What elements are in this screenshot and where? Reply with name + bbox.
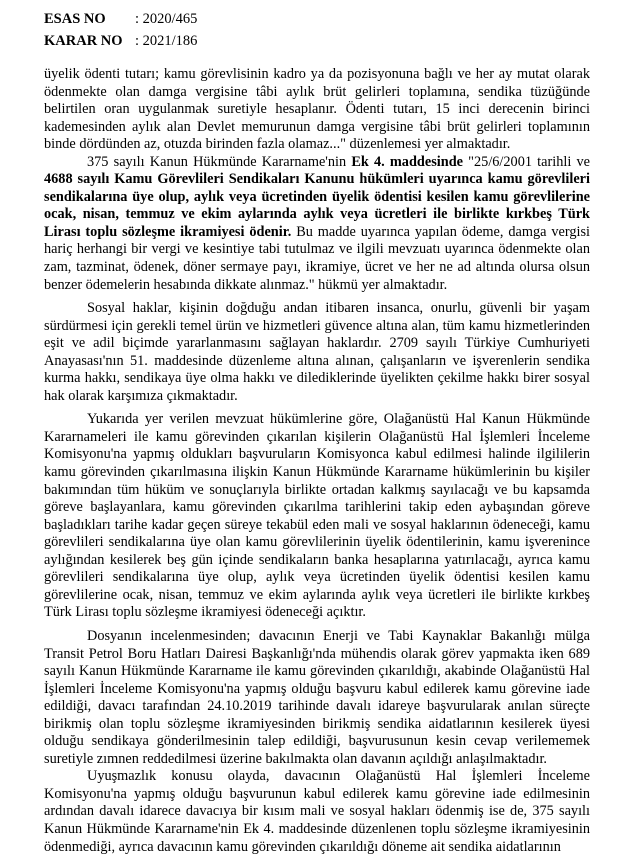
- case-header: [44, 8, 197, 52]
- text-run: Yukarıda yer verilen mevzuat hükümlerine göre, Olağanüstü Hal Kanun Hükmünde Kararnameleri ile kamu görevinden çıkarılan kişilerin Olağanüstü Hal İşlemleri İnceleme Komisyonu'na yapmış oldukları başvuruların Komisyonca kabul edilmesi halinde ilgililerin kamu görevinden çıkarılmasına ilişkin Kanun Hükmünde Kararname hükümlerinin bu kişiler bakımından tüm hüküm ve sonuçlarıyla birlikte ortadan kalkmış sayılacağı ve bu kapsamda göreve başlayanlara, kamu görevinden çıkarılma tarihlerini takip eden aybaşından göreve başladıkları tarihe kadar geçen süreye tekabül eden mali ve sosyal haklarının ödeneceği, kamu görevlileri sendikalarına üye olan kamu görevlilerinin üyelik ödentilerinin, kamu işverenince aylığından kesilerek beş gün içinde sendikaların banka hesaplarına yatırılacağı, ayrıca kamu görevlileri sendikalarına üye olup, aylık veya ücretinden üyelik ödentisi kesilen kamu görevlilerine ocak, nisan, temmuz ve ekim aylarında aylık veya ücretleri ile birlikte kırkbeş Türk Lirası toplu sözleşme ikramiyesi ödeneceği açıktır.: [44, 411, 590, 621]
- karar-no-label: KARAR NO: [44, 33, 123, 49]
- bold-text-run: 4688 sayılı Kamu Görevlileri Sendikaları Kanunu hükümleri uyarınca kamu görevlileri sendikalarına üye olup, aylık veya ücretinden üyelik ödentisi kesilen kamu görevlilerine ocak, nisan, temmuz ve ekim aylarında aylık veya ücretleri ile birlikte kırkbeş Türk Lirası toplu sözleşme ikramiyesi ödenir.: [44, 171, 590, 240]
- document-body: [44, 66, 590, 856]
- bold-text-run: Ek 4. maddesinde: [351, 153, 463, 170]
- esas-no-label: ESAS NO: [44, 11, 106, 27]
- paragraph-ek4-provision: [44, 154, 590, 294]
- paragraph-continuation: [44, 66, 590, 154]
- text-run: 375 sayılı Kanun Hükmünde Kararname'nin: [87, 153, 352, 170]
- esas-no-row: [44, 8, 197, 30]
- text-run: Uyuşmazlık konusu olayda, davacının Olağanüstü Hal İşlemleri İnceleme Komisyonu'na yapmış olduğu başvurunun kabul edilerek kamu görevine iade edilmesinin ardından davalı idarece davacıya bir kısım mali ve sosyal hakları ödenmiş ise de, 375 sayılı Kanun Hükmünde Kararname'nin Ek 4. maddesinde düzenlenen toplu sözleşme ikramiyesinin ödenmediği, ayrıca davacının kamu görevinden çıkarıldığı döneme ait sendika aidatlarının: [44, 768, 590, 855]
- text-run: Dosyanın incelenmesinden; davacının Enerji ve Tabi Kaynaklar Bakanlığı mülga Transit Petrol Boru Hatları Dairesi Başkanlığı'nda mühendis olarak görev yapmakta iken 689 sayılı Kanun Hükmünde Kararname ile kamu görevinden çıkarıldığı, akabinde Olağanüstü Hal İşlemleri İnceleme Komisyonu'na yapmış olduğu başvuru kabul edilerek kamu görevine iade edildiği, davacı tarafından 24.10.2019 tarihinde davalı idareye başvurularak anılan süreçte birikmiş olan toplu sözleşme ikramiyesinden birikmiş sendika aidatlarının kesilerek üyesi olduğu sendikaya gönderilmesinin talep edildiği, başvurusunun kesin cevap verilememek suretiyle zımnen reddedilmesi üzerine bakılmakta olan davanın açıldığı anlaşılmaktadır.: [44, 627, 590, 767]
- text-run: üyelik ödenti tutarı; kamu görevlisinin kadro ya da pozisyonuna bağlı ve her ay mutat olarak ödenmekte olan damga vergisine tâbi aylık brüt gelirleri toplamına, sendika tüzüğünde belirtilen oran uygulanmak suretiyle hesaplanır. Ödenti tutarı, 15 inci derecenin birinci kademesinden aylık alan Devlet memurunun damga vergisine tâbi brüt gelirleri toplamının binde dördünden az, otuzda birinden fazla olamaz..." düzenlemesi yer almaktadır.: [44, 66, 590, 153]
- paragraph-social-rights: [44, 300, 590, 405]
- text-run: Sosyal haklar, kişinin doğduğu andan itibaren insanca, onurlu, güvenli bir yaşam sürdürmesi için gerekli temel ürün ve hizmetleri güvence altına alan, tüm kamu hizmetlerinden eşit ve adil biçimde yararlanmasını sağlayan haklardır. 2709 sayılı Türkiye Cumhuriyeti Anayasası'nın 51. maddesinde düzenleme altına alınan, çalışanların ve işverenlerin sendika kurma hakkı, sendikaya üye olma hakkı ve dilediklerinde üyelikten çekilme hakkı birer sosyal hak olarak karşımıza çıkmaktadır.: [44, 300, 590, 404]
- karar-no-row: [44, 30, 197, 52]
- karar-no-value: : 2021/186: [135, 33, 198, 49]
- paragraph-dispute: [44, 768, 590, 856]
- text-run: Bu madde uyarınca yapılan ödeme, damga vergisi hariç herhangi bir vergi ve kesintiye tabi tutulmaz ve ilgili mevzuatı uyarınca ödenmekte olan zam, tazminat, ödenek, döner sermaye payı, ikramiye, ücret ve her ne ad altında olursa olsun benzer ödemelerin hesabında dikkate alınmaz." hükmü yer almaktadır.: [44, 223, 590, 293]
- paragraph-case-facts: [44, 628, 590, 768]
- text-run: "25/6/2001 tarihli ve: [463, 153, 590, 170]
- esas-no-value: : 2020/465: [135, 11, 198, 27]
- paragraph-legal-assessment: [44, 411, 590, 622]
